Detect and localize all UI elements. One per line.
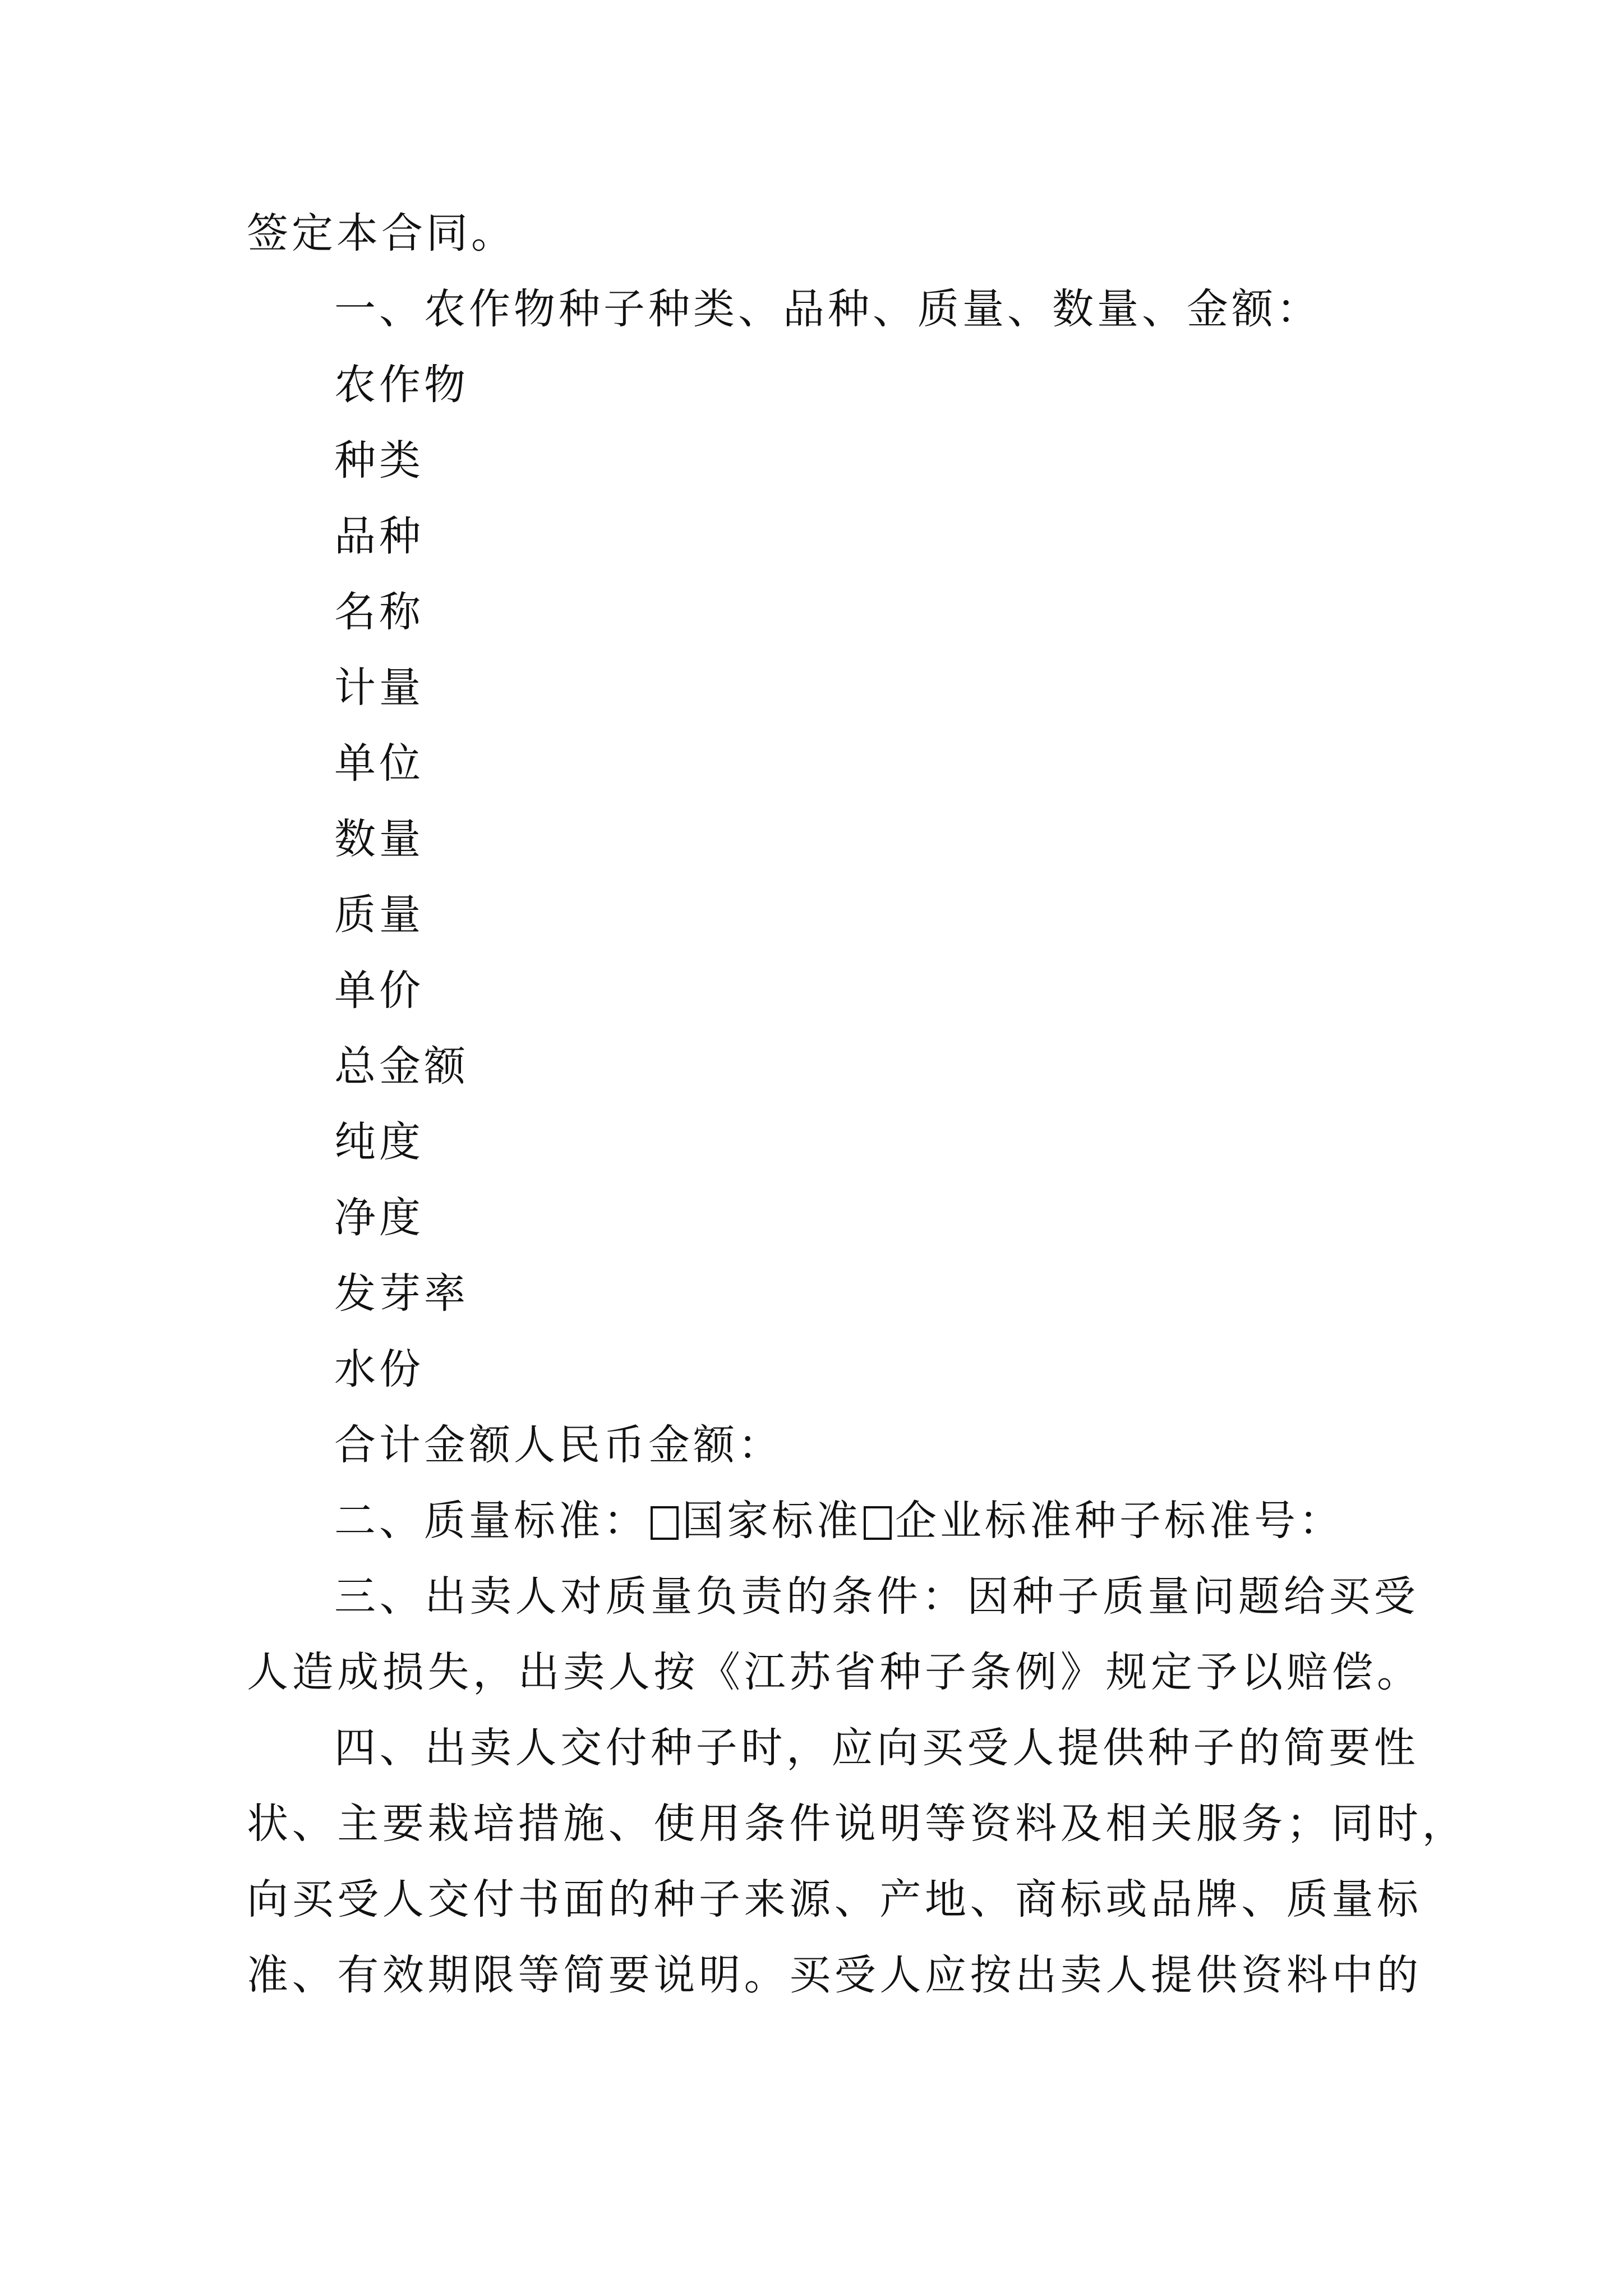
section-4-line-2: 状、主要栽培措施、使用条件说明等资料及相关服务；同时， [247, 1800, 1468, 1848]
enterprise-standard-label: 企业标准种子标准号： [895, 1497, 1344, 1545]
field-germination-rate: 发芽率 [334, 1269, 469, 1318]
section-1-heading: 一、农作物种子种类、品种、质量、数量、金额： [334, 285, 1321, 333]
field-quantity: 数量 [334, 815, 424, 863]
intro-tail-text: 签定本合同。 [247, 209, 516, 257]
field-name: 名称 [334, 588, 424, 636]
field-measure: 计量 [334, 664, 424, 712]
field-unit-price: 单价 [334, 967, 424, 1015]
enterprise-standard-checkbox[interactable] [864, 1506, 892, 1540]
field-purity: 纯度 [334, 1118, 424, 1166]
section-2-quality-standard [334, 1494, 1344, 1548]
field-variety: 品种 [334, 512, 424, 560]
field-quality: 质量 [334, 891, 424, 939]
section-3-line-1: 三、出卖人对质量负责的条件：因种子质量问题给买受 [334, 1572, 1419, 1621]
section-2-prefix: 二、质量标准： [334, 1497, 648, 1545]
section-4-line-4: 准、有效期限等简要说明。买受人应按出卖人提供资料中的 [247, 1951, 1422, 1999]
field-cleanliness: 净度 [334, 1194, 424, 1242]
national-standard-label: 国家标准 [682, 1497, 861, 1545]
section-4-line-3: 向买受人交付书面的种子来源、产地、商标或品牌、质量标 [247, 1875, 1422, 1924]
section-3-line-2: 人造成损失，出卖人按《江苏省种子条例》规定予以赔偿。 [247, 1648, 1422, 1696]
field-moisture: 水份 [334, 1345, 424, 1393]
field-category: 种类 [334, 436, 424, 485]
total-amount-line: 合计金额人民币金额： [334, 1421, 783, 1469]
national-standard-checkbox[interactable] [651, 1506, 679, 1540]
field-crop: 农作物 [334, 361, 469, 409]
field-total-amount: 总金额 [334, 1042, 469, 1091]
field-unit: 单位 [334, 739, 424, 788]
section-4-line-1: 四、出卖人交付种子时，应向买受人提供种子的简要性 [334, 1724, 1419, 1772]
